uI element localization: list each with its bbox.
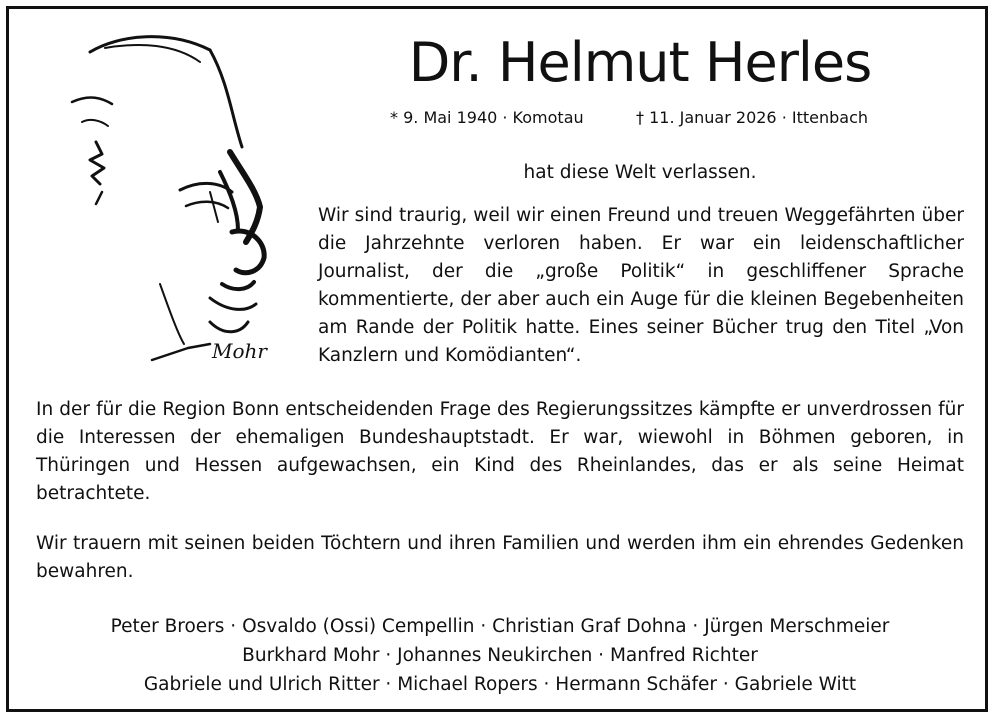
death-date: † 11. Januar 2026 · Ittenbach: [636, 108, 869, 127]
life-dates: [380, 108, 900, 132]
leaving-line: hat diese Welt verlassen.: [523, 162, 757, 183]
signers-line: Gabriele und Ulrich Ritter · Michael Ropers · Hermann Schäfer · Gabriele Witt: [143, 674, 857, 695]
deceased-name: Dr. Helmut Herles: [408, 31, 872, 94]
paragraph-mourning: Wir trauern mit seinen beiden Töchtern und ihren Familien und werden ihm ein ehrendes Gedenken bewahren.: [36, 533, 964, 582]
intro-paragraph: Wir sind traurig, weil wir einen Freund und treuen Weggefährten über die Jahrzehnte verloren haben. Er war ein leidenschaftlicher Journalist, der die „große Politik“ in geschliffener Sprache kommentierte, der aber auch ein Auge für die kleinen Begebenheiten am Rande der Politik hatte. Eines seiner Bücher trug den Titel „Von Kanzlern und Komödianten“.: [318, 205, 964, 366]
paragraph-regierungssitz: In der für die Region Bonn entscheidenden Frage des Regierungssitzes kämpfte er unverdrossen für die Interessen der ehemaligen Bundeshauptstadt. Er war, wiewohl in Böhmen geboren, in Thüringen und Hessen aufgewachsen, ein Kind des Rheinlandes, das er als seine Heimat betrachtete.: [36, 399, 964, 504]
artist-signature: Mohr: [212, 339, 267, 363]
signers-line: Peter Broers · Osvaldo (Ossi) Cempellin · Christian Graf Dohna · Jürgen Merschmeier: [110, 616, 890, 637]
signers-line: Burkhard Mohr · Johannes Neukirchen · Manfred Richter: [242, 645, 758, 666]
portrait-sketch: [60, 22, 290, 372]
signers-list: [20, 612, 980, 699]
birth-date: * 9. Mai 1940 · Komotau: [390, 108, 584, 127]
